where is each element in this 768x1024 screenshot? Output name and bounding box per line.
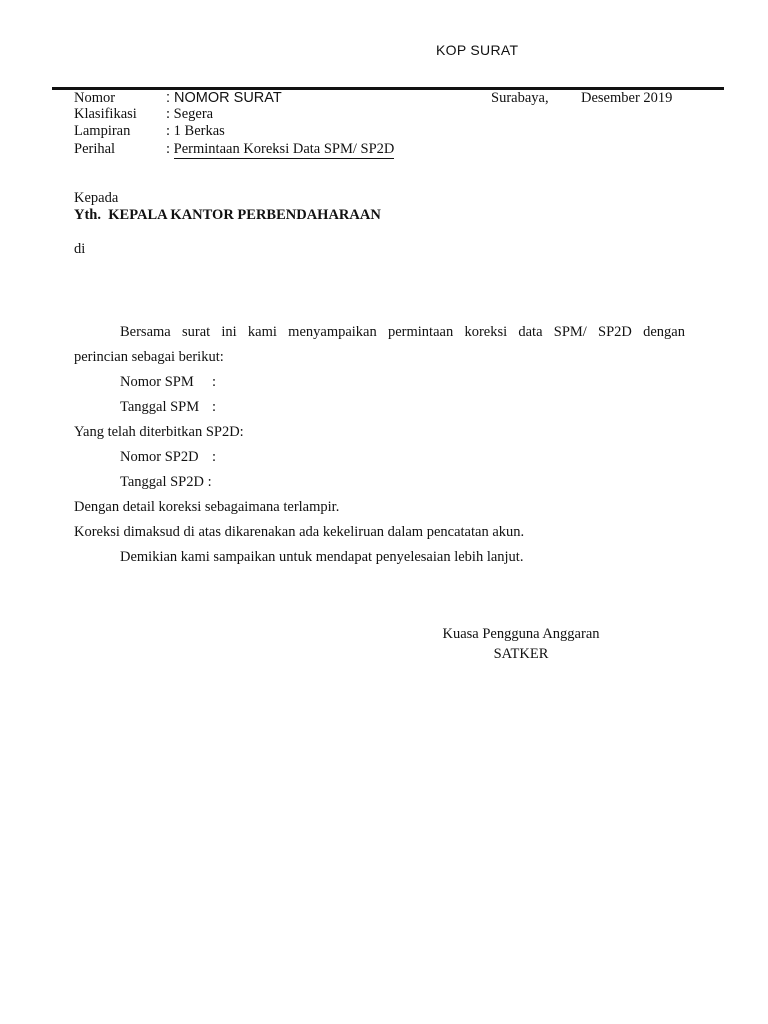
meta-label-lampiran: Lampiran xyxy=(74,123,131,139)
meta-label-nomor: Nomor xyxy=(74,90,116,106)
letter-body xyxy=(74,320,685,570)
demikian-line: Demikian kami sampaikan untuk mendapat penyelesaian lebih lanjut. xyxy=(120,549,524,565)
signature-title: Kuasa Pengguna Anggaran xyxy=(442,626,600,642)
meta-value-klasifikasi: : Segera xyxy=(166,106,214,122)
tanggal-spm-line xyxy=(74,395,685,420)
tanggal-spm-label: Tanggal SPM xyxy=(120,399,200,415)
meta-label-perihal: Perihal xyxy=(74,141,116,157)
tanggal-sp2d-line: Tanggal SP2D : xyxy=(120,474,212,490)
letter-date: Desember 2019 xyxy=(581,90,673,106)
kop-surat: KOP SURAT xyxy=(436,42,519,58)
nomor-sp2d-colon: : xyxy=(212,449,217,465)
koreksi-line: Koreksi dimaksud di atas dikarenakan ada kekeliruan dalam pencatatan akun. xyxy=(74,524,525,540)
recipient-kepada: Kepada xyxy=(74,190,119,206)
body-paragraph-line1: Bersama surat ini kami menyampaikan permintaan koreksi data SPM/ SP2D dengan xyxy=(120,324,685,340)
diterbitkan-line: Yang telah diterbitkan SP2D: xyxy=(74,424,244,440)
body-paragraph-line2: perincian sebagai berikut: xyxy=(74,349,224,365)
meta-value-lampiran: : 1 Berkas xyxy=(166,123,225,139)
tanggal-spm-colon: : xyxy=(212,399,217,415)
nomor-spm-line xyxy=(74,370,685,395)
perihal-subject: Permintaan Koreksi Data SPM/ SP2D xyxy=(173,141,395,157)
nomor-spm-label: Nomor SPM xyxy=(120,374,194,390)
nomor-spm-colon: : xyxy=(212,374,217,390)
nomor-sp2d-label: Nomor SP2D xyxy=(120,449,199,465)
recipient-name: Yth. KEPALA KANTOR PERBENDAHARAAN xyxy=(74,207,381,223)
meta-label-klasifikasi: Klasifikasi xyxy=(74,106,137,122)
signature-block xyxy=(420,624,622,664)
detail-line: Dengan detail koreksi sebagaimana terlampir. xyxy=(74,499,340,515)
meta-value-nomor: : NOMOR SURAT xyxy=(166,90,282,106)
nomor-sp2d-line xyxy=(74,445,685,470)
signature-unit: SATKER xyxy=(493,646,549,662)
letter-city: Surabaya, xyxy=(491,90,549,106)
recipient-di: di xyxy=(74,241,86,257)
meta-value-perihal: : Permintaan Koreksi Data SPM/ SP2D xyxy=(166,141,395,157)
